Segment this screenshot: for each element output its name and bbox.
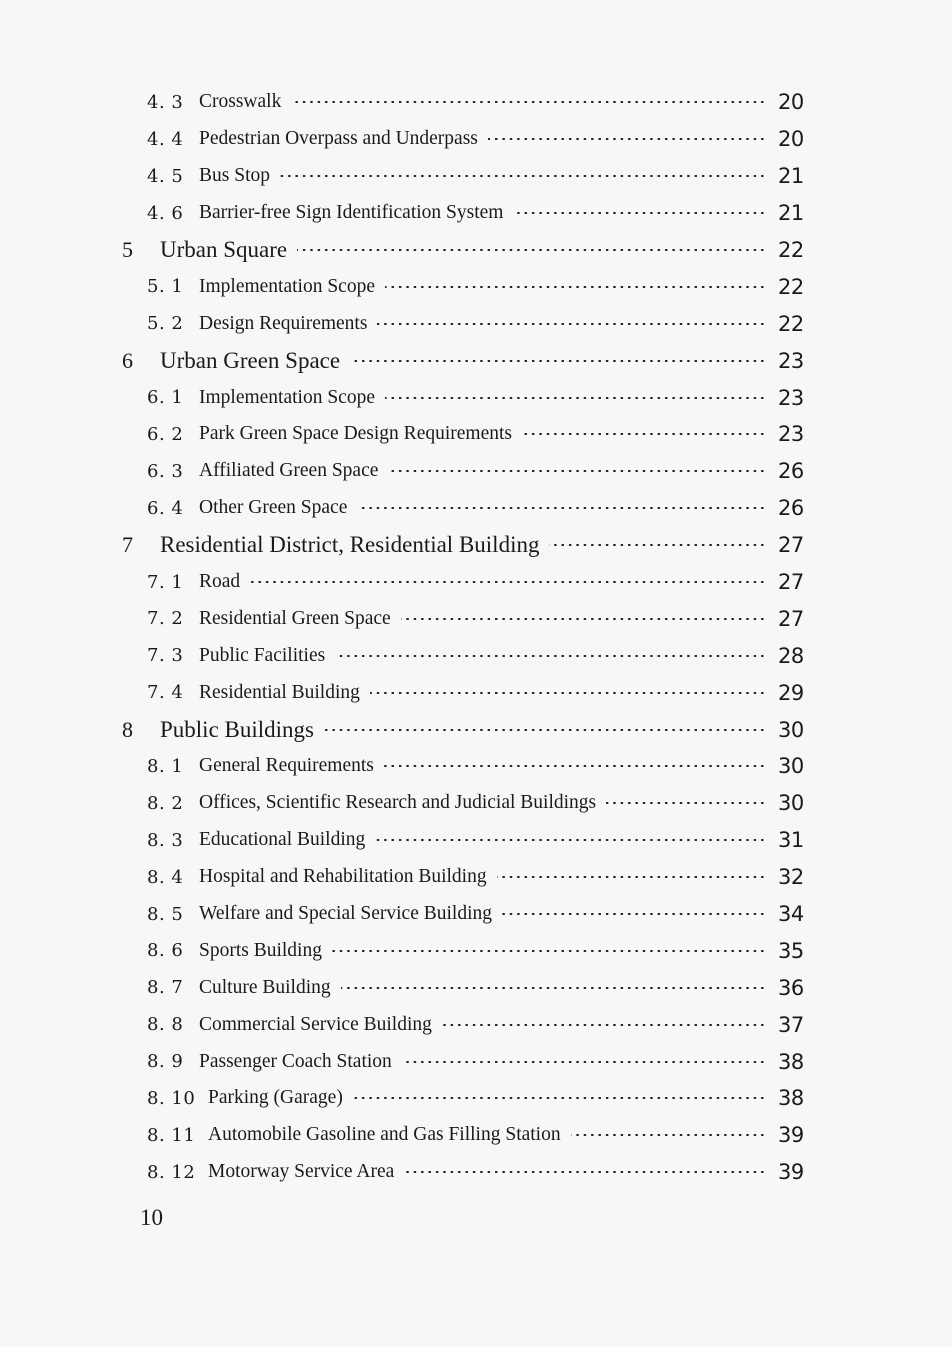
toc-entry-page: 31	[778, 828, 804, 853]
toc-entry[interactable]	[0, 564, 952, 601]
toc-entry[interactable]	[0, 268, 952, 305]
toc-entry-number: 7. 3	[147, 645, 184, 667]
toc-entry-page: 38	[778, 1049, 804, 1074]
dot-leader	[401, 618, 766, 620]
toc-entry-title: Affiliated Green Space	[199, 460, 384, 482]
toc-entry-title: Culture Building	[199, 977, 337, 999]
dot-leader	[404, 1171, 766, 1173]
toc-entry-page: 29	[778, 680, 804, 705]
toc-entry-number: 8. 9	[147, 1051, 184, 1073]
toc-entry-title: Implementation Scope	[199, 276, 381, 298]
toc-chapter-number: 5	[122, 237, 133, 262]
toc-entry[interactable]	[0, 1154, 952, 1191]
toc-entry[interactable]	[0, 822, 952, 859]
toc-entry-title: Commercial Service Building	[199, 1014, 438, 1036]
toc-entry-number: 6. 3	[147, 460, 184, 482]
toc-entry-title: Park Green Space Design Requirements	[199, 423, 518, 445]
toc-entry[interactable]	[0, 416, 952, 453]
toc-entry-number: 4. 6	[147, 202, 184, 224]
toc-entry[interactable]	[0, 969, 952, 1006]
dot-leader	[402, 1061, 766, 1063]
dot-leader	[549, 544, 766, 546]
toc-entry-page: 28	[778, 643, 804, 668]
toc-entry[interactable]	[0, 896, 952, 933]
dot-leader	[571, 1134, 766, 1136]
toc-entry-number: 5. 1	[147, 276, 184, 298]
toc-entry-page: 27	[778, 606, 804, 631]
toc-chapter-page: 22	[778, 238, 804, 262]
dot-leader	[335, 655, 766, 657]
toc-entry-number: 8. 10	[147, 1087, 196, 1109]
toc-entry[interactable]	[0, 158, 952, 195]
toc-entry[interactable]	[0, 1080, 952, 1117]
toc-entry[interactable]	[0, 453, 952, 490]
toc-entry[interactable]	[0, 637, 952, 674]
toc-entry-title: Automobile Gasoline and Gas Filling Station	[208, 1124, 567, 1146]
dot-leader	[385, 286, 766, 288]
dot-leader	[353, 1097, 766, 1099]
toc-entry-title: Parking (Garage)	[208, 1087, 349, 1109]
toc-entry-page: 26	[778, 496, 804, 521]
toc-chapter-page: 27	[778, 533, 804, 558]
toc-chapter[interactable]	[0, 711, 952, 748]
toc-entry[interactable]	[0, 84, 952, 121]
toc-entry-page: 21	[778, 201, 804, 226]
toc-chapter-number: 7	[122, 532, 133, 558]
toc-chapter-number: 6	[122, 347, 133, 373]
toc-entry-number: 8. 4	[147, 866, 184, 888]
toc-entry[interactable]	[0, 859, 952, 896]
toc-entry-number: 8. 11	[147, 1124, 196, 1146]
dot-leader	[250, 581, 766, 583]
page-number: 10	[140, 1205, 163, 1230]
toc-entry-title: Design Requirements	[199, 313, 373, 335]
toc-entry[interactable]	[0, 932, 952, 969]
toc-entry-title: Offices, Scientific Research and Judicial Buildings	[199, 792, 602, 814]
dot-leader	[385, 397, 766, 399]
dot-leader	[384, 765, 766, 767]
toc-entry-page: 39	[778, 1123, 804, 1148]
toc-entry-number: 4. 4	[147, 128, 184, 150]
toc-entry[interactable]	[0, 490, 952, 527]
toc-entry-page: 23	[778, 385, 804, 410]
toc-entry-number: 8. 7	[147, 977, 184, 999]
toc-entry-title: Public Facilities	[199, 645, 331, 667]
toc-entry-title: Hospital and Rehabilitation Building	[199, 866, 493, 888]
toc-entry[interactable]	[0, 195, 952, 232]
toc-entry-page: 36	[778, 975, 804, 1000]
dot-leader	[606, 802, 766, 804]
toc-entry-number: 8. 1	[147, 755, 184, 777]
toc-entry-number: 5. 2	[147, 313, 184, 335]
toc-entry-number: 8. 12	[147, 1161, 196, 1183]
toc-entry-title: Welfare and Special Service Building	[199, 903, 498, 925]
toc-entry-page: 30	[778, 791, 804, 816]
dot-leader	[324, 729, 766, 731]
toc-entry-number: 6. 2	[147, 423, 184, 445]
dot-leader	[497, 876, 766, 878]
dot-leader	[522, 433, 766, 435]
toc-entry-number: 6. 4	[147, 497, 184, 519]
toc-entry-number: 6. 1	[147, 387, 184, 409]
dot-leader	[341, 987, 766, 989]
toc-entry[interactable]	[0, 674, 952, 711]
toc-entry-page: 21	[778, 164, 804, 189]
toc-entry[interactable]	[0, 121, 952, 158]
toc-entry-title: Bus Stop	[199, 165, 276, 187]
toc-entry-page: 22	[778, 274, 804, 299]
toc-entry-title: General Requirements	[199, 755, 380, 777]
toc-chapter[interactable]	[0, 342, 952, 379]
toc-entry-number: 7. 2	[147, 608, 184, 630]
toc-chapter-title: Urban Green Space	[160, 348, 346, 374]
toc-entry-page: 20	[778, 127, 804, 152]
toc-entry-title: Passenger Coach Station	[199, 1051, 398, 1073]
toc-entry-number: 4. 3	[147, 91, 184, 113]
toc-entry-number: 8. 6	[147, 940, 184, 962]
toc-entry-page: 39	[778, 1160, 804, 1185]
toc-entry[interactable]	[0, 600, 952, 637]
toc-entry-title: Crosswalk	[199, 91, 287, 113]
toc-entry-page: 35	[778, 938, 804, 963]
dot-leader	[442, 1024, 766, 1026]
table-of-contents	[0, 84, 952, 1191]
toc-entry-number: 8. 5	[147, 903, 184, 925]
toc-entry-title: Barrier-free Sign Identification System	[199, 202, 509, 224]
toc-entry-title: Implementation Scope	[199, 387, 381, 409]
dot-leader	[291, 101, 766, 103]
toc-entry-title: Motorway Service Area	[208, 1161, 400, 1183]
toc-entry-title: Pedestrian Overpass and Underpass	[199, 128, 484, 150]
dot-leader	[388, 470, 766, 472]
dot-leader	[297, 249, 766, 251]
dot-leader	[332, 950, 766, 952]
dot-leader	[488, 138, 766, 140]
dot-leader	[377, 323, 766, 325]
toc-entry-title: Road	[199, 571, 246, 593]
toc-chapter-title: Public Buildings	[160, 717, 320, 743]
toc-entry[interactable]	[0, 748, 952, 785]
dot-leader	[502, 913, 766, 915]
toc-entry-title: Residential Green Space	[199, 608, 397, 630]
toc-entry-number: 8. 2	[147, 792, 184, 814]
dot-leader	[357, 507, 766, 509]
toc-entry-number: 8. 8	[147, 1014, 184, 1036]
toc-chapter-title: Residential District, Residential Building	[160, 532, 545, 558]
toc-chapter-number: 8	[122, 716, 133, 742]
toc-entry-title: Sports Building	[199, 940, 328, 962]
toc-entry-page: 32	[778, 865, 804, 890]
toc-entry-page: 23	[778, 422, 804, 447]
toc-chapter-page: 30	[778, 717, 804, 742]
toc-entry[interactable]	[0, 1006, 952, 1043]
dot-leader	[375, 839, 766, 841]
dot-leader	[370, 692, 766, 694]
toc-entry[interactable]	[0, 1117, 952, 1154]
toc-entry[interactable]	[0, 785, 952, 822]
toc-chapter[interactable]	[0, 527, 952, 564]
toc-entry-page: 37	[778, 1012, 804, 1037]
toc-entry-number: 8. 3	[147, 829, 184, 851]
toc-entry[interactable]	[0, 379, 952, 416]
toc-entry-title: Educational Building	[199, 829, 371, 851]
toc-chapter-title: Urban Square	[160, 237, 293, 263]
dot-leader	[280, 175, 766, 177]
toc-entry-page: 34	[778, 902, 804, 927]
dot-leader	[350, 360, 766, 362]
toc-entry-number: 7. 4	[147, 682, 184, 704]
toc-entry[interactable]	[0, 305, 952, 342]
toc-chapter-page: 23	[778, 348, 804, 373]
toc-entry-title: Other Green Space	[199, 497, 353, 519]
toc-entry-page: 22	[778, 311, 804, 336]
toc-entry-page: 38	[778, 1086, 804, 1111]
toc-entry[interactable]	[0, 1043, 952, 1080]
toc-entry-page: 30	[778, 754, 804, 779]
dot-leader	[513, 212, 766, 214]
toc-entry-page: 26	[778, 459, 804, 484]
toc-entry-number: 4. 5	[147, 165, 184, 187]
toc-entry-title: Residential Building	[199, 682, 366, 704]
toc-chapter[interactable]	[0, 232, 952, 269]
toc-entry-number: 7. 1	[147, 571, 184, 593]
toc-entry-page: 20	[778, 90, 804, 115]
toc-entry-page: 27	[778, 570, 804, 595]
